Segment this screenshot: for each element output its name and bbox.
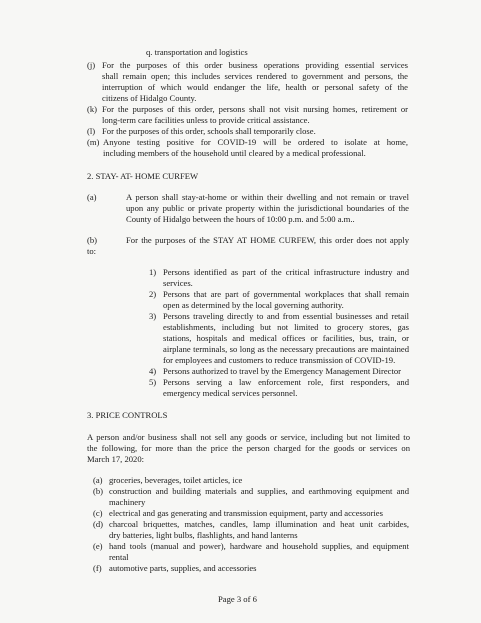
section-2-label-b: (b) [87,235,98,245]
price-item-d-line-2: dry batteries, light bulbs, flashlights, and hand lanterns [109,530,298,540]
price-item-e-line-1: hand tools (manual and power), hardware and household supplies, and equipment [109,541,409,551]
curfew-exemption-3-line-3: stations, hospitals and medical offices or facilities, bus, train, or [163,333,409,343]
price-item-f-line-1: automotive parts, supplies, and accessories [109,563,257,573]
curfew-exemption-3-line-1: Persons traveling directly to and from essential businesses and retail [163,311,409,321]
price-item-b-line-2: machinery [109,497,146,507]
item-m-line-2: including members of the household until cleared by a medical professional. [103,148,366,158]
item-k-line-2: long-term care facilities unless to provide critical assistance. [102,115,310,125]
curfew-exemption-num-3: 3) [149,311,157,321]
section-2-heading: 2. STAY- AT- HOME CURFEW [87,171,199,181]
item-k-line-1: For the purposes of this order, persons shall not visit nursing homes, retirement or [102,104,408,114]
curfew-exemption-5-line-1: Persons serving a law enforcement role, first responders, and [163,377,409,387]
list-label-l: (l) [87,126,96,136]
curfew-exemption-3-line-4: airplane terminals, so long as the necessary precautions are maintained [163,344,409,354]
curfew-exemption-num-4: 4) [149,366,157,376]
price-item-a-line-1: groceries, beverages, toilet articles, ice [109,475,243,485]
curfew-exemption-1-line-1: Persons identified as part of the critical infrastructure industry and [163,267,409,277]
price-item-label-b: (b) [93,486,104,496]
item-j-line-1: For the purposes of this order business operations providing essential services [102,60,408,70]
price-item-label-c: (c) [93,508,103,518]
curfew-exemption-num-5: 5) [149,377,157,387]
curfew-exemption-3-line-2: establishments, including but not limited to grocery stores, gas [163,322,409,332]
curfew-exemption-4-line-1: Persons authorized to travel by the Emergency Management Director [163,366,401,376]
price-item-b-line-1: construction and building materials and supplies, and earthmoving equipment and [109,486,409,496]
price-item-label-e: (e) [93,541,103,551]
curfew-exemption-2-line-1: Persons that are part of governmental workplaces that shall remain [163,289,409,299]
list-label-m: (m) [87,137,100,147]
list-label-k: (k) [87,104,98,114]
price-item-e-line-2: rental [109,552,129,562]
price-item-label-a: (a) [93,475,103,485]
section-2-b-line-2: to: [87,246,97,256]
curfew-exemption-1-line-2: services. [163,278,193,288]
list-item-q: q. transportation and logistics [146,47,248,57]
curfew-exemption-3-line-5: for employees and customers to reduce transmission of COVID-19. [163,355,396,365]
item-l-text: For the purposes of this order, schools shall temporarily close. [102,126,316,136]
list-label-j: (j) [87,60,96,70]
price-item-c-line-1: electrical and gas generating and transmission equipment, party and accessories [109,508,383,518]
item-m-line-1: Anyone testing positive for COVID-19 will be ordered to isolate at home, [103,137,408,147]
section-3-intro-line-1: A person and/or business shall not sell any goods or service, including but not limited to [87,432,410,442]
curfew-exemption-num-1: 1) [149,267,157,277]
section-2-a-line-3: County of Hidalgo between the hours of 10:00 p.m. and 5:00 a.m.. [126,214,355,224]
section-3-intro-line-2: the following, for more than the price the person charged for the goods or services on [87,443,410,453]
section-3-intro-line-3: March 17, 2020: [87,454,145,464]
item-j-line-2: shall remain open; this includes services rendered to government and persons, the [102,71,408,81]
page-number: Page 3 of 6 [218,594,257,604]
section-3-heading: 3. PRICE CONTROLS [87,410,168,420]
section-2-a-line-1: A person shall stay-at-home or within their dwelling and not remain or travel [126,192,409,202]
item-j-line-3: interruption of which would endanger the life, health or personal safety of the [102,82,408,92]
curfew-exemption-2-line-2: open as determined by the local governing authority. [163,300,344,310]
price-item-d-line-1: charcoal briquettes, matches, candles, lamp illumination and heat unit carbides, [109,519,409,529]
curfew-exemption-num-2: 2) [149,289,157,299]
curfew-exemption-5-line-2: emergency medical services personnel. [163,388,298,398]
section-2-a-line-2: upon any public or private property within the jurisdictional boundaries of the [126,203,409,213]
section-2-label-a: (a) [87,192,97,202]
price-item-label-d: (d) [93,519,104,529]
item-j-line-4: citizens of Hidalgo County. [102,93,197,103]
section-2-b-line-1: For the purposes of the STAY AT HOME CURFEW, this order does not apply [126,235,409,245]
price-item-label-f: (f) [93,563,102,573]
